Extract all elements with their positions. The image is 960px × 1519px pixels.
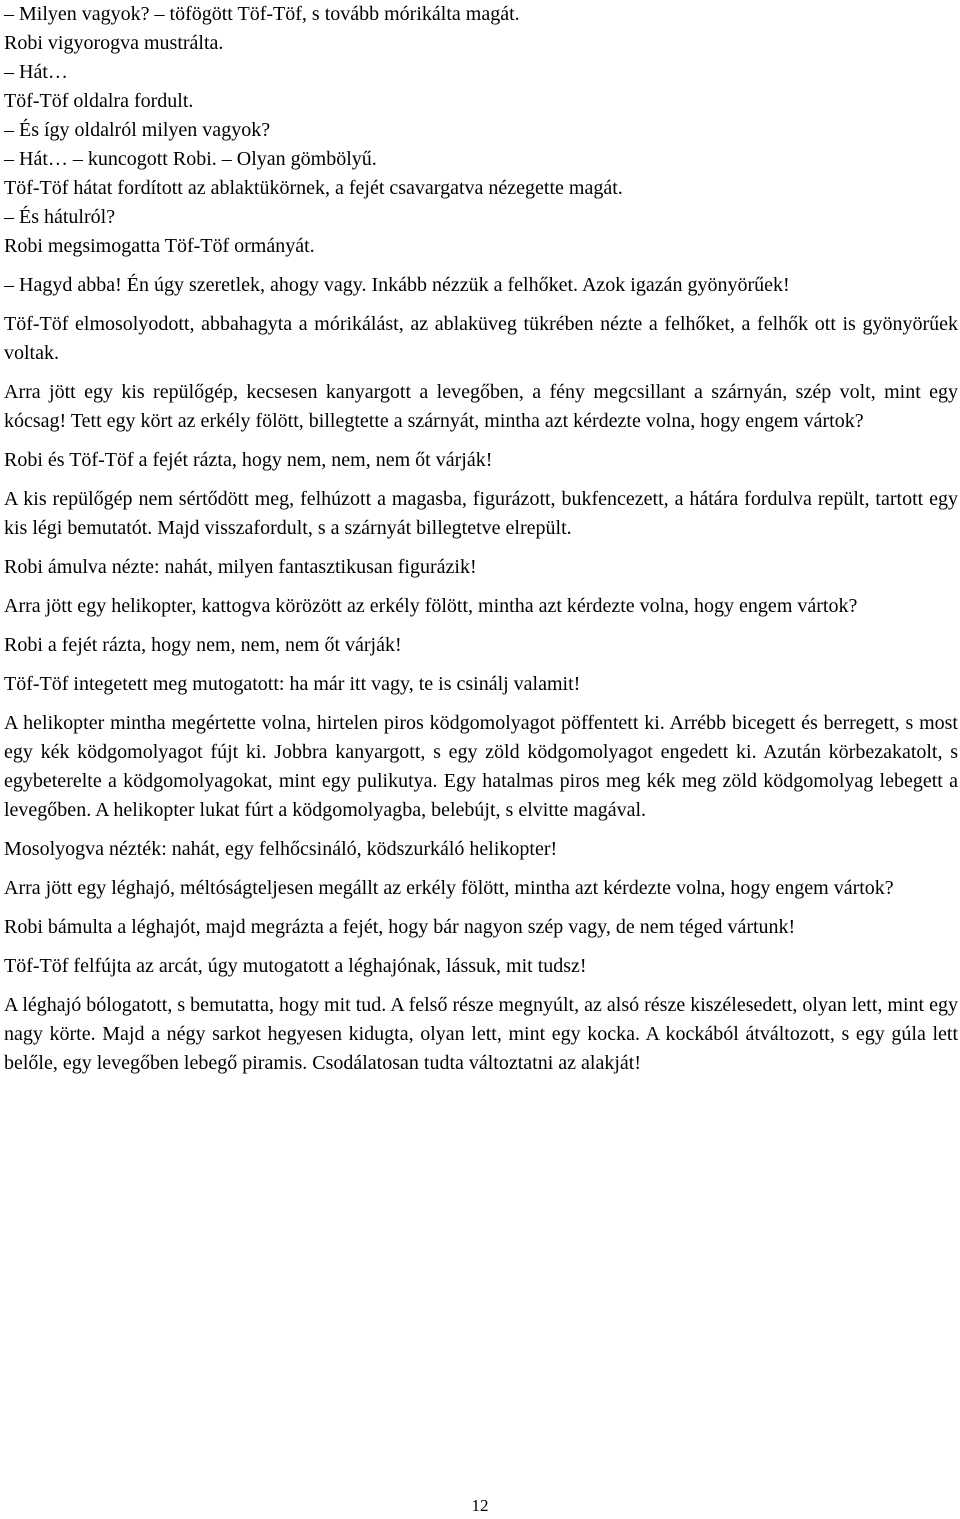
story-paragraph: Arra jött egy helikopter, kattogva körözött az erkély fölött, mintha azt kérdezte volna, hogy engem vártok? — [4, 595, 858, 617]
story-paragraph: Arra jött egy léghajó, méltóságteljesen megállt az erkély fölött, mintha azt kérdezte volna, hogy engem vártok? — [4, 877, 894, 899]
story-line: – Hát… — [4, 61, 68, 83]
story-paragraph: Robi a fejét rázta, hogy nem, nem, nem őt várják! — [4, 634, 402, 656]
story-paragraph: A helikopter mintha megértette volna, hirtelen piros ködgomolyagot pöffentett ki. Arrébb bicegett és berregett, s most egy kék ködgomolyagot fújt ki. Jobbra kanyargott, s egy zöld ködgomolyagot engedett ki. Azután körbezakatolt, s egybeterelte a ködgomolyagokat, mint egy pulikutya. Egy hatalmas piros meg kék meg zöld ködgomolyag lebegett a levegőben. A helikopter lukat fúrt a ködgomolyagba, belebújt, s elvitte magával. — [4, 712, 958, 821]
story-line: – Hát… – kuncogott Robi. – Olyan gömbölyű. — [4, 148, 377, 170]
story-line: Robi vigyorogva mustrálta. — [4, 32, 224, 54]
story-line: Töf-Töf oldalra fordult. — [4, 90, 194, 112]
story-line: – És így oldalról milyen vagyok? — [4, 119, 271, 141]
story-line: Töf-Töf hátat fordított az ablaktükörnek, a fejét csavargatva nézegette magát. — [4, 177, 623, 199]
story-line: – És hátulról? — [4, 206, 116, 228]
document-page — [4, 0, 958, 1088]
story-paragraph: Töf-Töf felfújta az arcát, úgy mutogatott a léghajónak, lássuk, mit tudsz! — [4, 955, 587, 977]
story-paragraph: Robi bámulta a léghajót, majd megrázta a fejét, hogy bár nagyon szép vagy, de nem téged vártunk! — [4, 916, 796, 938]
story-paragraph: Robi ámulva nézte: nahát, milyen fantasztikusan figurázik! — [4, 556, 477, 578]
story-line: Robi megsimogatta Töf-Töf ormányát. — [4, 235, 315, 257]
story-paragraph: Töf-Töf elmosolyodott, abbahagyta a mórikálást, az ablaküveg tükrében nézte a felhőket, a felhők ott is gyönyörűek voltak. — [4, 313, 958, 364]
story-line: – Milyen vagyok? – töfögött Töf-Töf, s tovább mórikálta magát. — [4, 3, 520, 25]
story-paragraph: Töf-Töf integetett meg mutogatott: ha már itt vagy, te is csinálj valamit! — [4, 673, 581, 695]
story-paragraph: A léghajó bólogatott, s bemutatta, hogy mit tud. A felső része megnyúlt, az alsó része kiszélesedett, olyan lett, mint egy nagy körte. Majd a négy sarkot hegyesen kidugta, olyan lett, mint egy kocka. A kockából átváltozott, s egy gúla lett belőle, egy levegőben lebegő piramis. Csodálatosan tudta változtatni az alakját! — [4, 994, 958, 1074]
story-paragraph: Arra jött egy kis repülőgép, kecsesen kanyargott a levegőben, a fény megcsillant a szárnyán, szép volt, mint egy kócsag! Tett egy kört az erkély fölött, billegtette a szárnyát, mintha azt kérdezte volna, hogy engem vártok? — [4, 381, 958, 432]
story-paragraph: Mosolyogva nézték: nahát, egy felhőcsináló, ködszurkáló helikopter! — [4, 838, 558, 860]
page-number: 12 — [471, 1496, 489, 1515]
story-paragraph: – Hagyd abba! Én úgy szeretlek, ahogy vagy. Inkább nézzük a felhőket. Azok igazán gyönyörűek! — [4, 274, 790, 296]
story-paragraph: Robi és Töf-Töf a fejét rázta, hogy nem, nem, nem őt várják! — [4, 449, 493, 471]
story-paragraph: A kis repülőgép nem sértődött meg, felhúzott a magasba, figurázott, bukfencezett, a hátára fordulva repült, tartott egy kis légi bemutatót. Majd visszafordult, s a szárnyát billegtetve elrepült. — [4, 488, 958, 539]
